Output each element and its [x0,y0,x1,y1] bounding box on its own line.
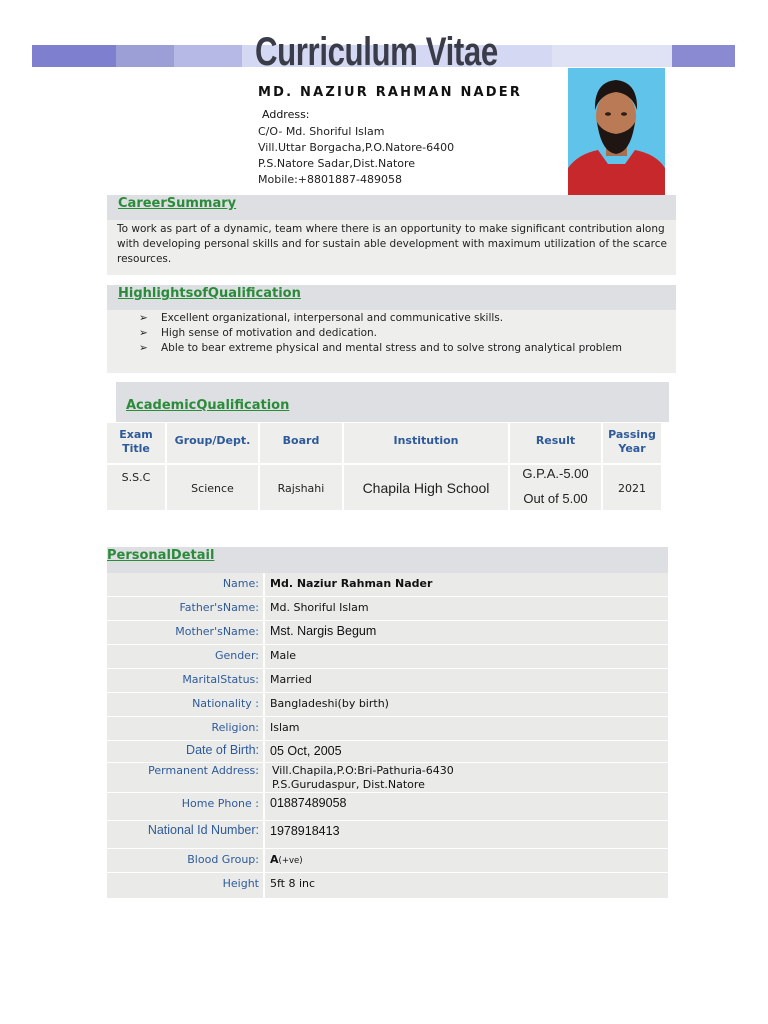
permanent-address-value-line2: P.S.Gurudaspur, Dist.Natore [272,778,425,791]
gender-label: Gender: [214,649,259,662]
national-id-label: National Id Number: [147,823,259,837]
blood-group-label: Blood Group: [187,853,259,866]
highlights-title: HighlightsofQualification [118,286,301,301]
header-band-3 [174,45,242,67]
arrow-bullet-icon: ➢ [139,312,148,324]
highlight-item: ➢ Excellent organizational, interpersonal and communicative skills. [139,312,504,324]
personal-row-home-phone [107,793,668,821]
personal-row-nationality [107,693,668,717]
candidate-name: MD. NAZIUR RAHMAN NADER [258,85,523,100]
height-value: 5ft 8 inc [270,877,316,890]
career-summary-text: To work as part of a dynamic, team where there is an opportunity to make significant contribution along with developing personal skills and for sustain able development with maximum utilization of the scarce resources. [117,223,667,265]
home-phone-value: 01887489058 [270,796,347,810]
arrow-bullet-icon: ➢ [139,327,148,339]
father-name-value: Md. Shoriful Islam [270,601,369,614]
address-line: P.S.Natore Sadar,Dist.Natore [258,157,416,170]
col-header-passing-year: Passing Year [608,428,656,455]
personal-row-father-name [107,597,668,621]
highlight-item: ➢ Able to bear extreme physical and mental stress and to solve strong analytical problem [139,342,623,354]
father-name-label: Father'sName: [179,601,259,614]
name-value: Md. Naziur Rahman Nader [270,577,433,590]
personal-row-mother-name [107,621,668,645]
personal-row-blood-group [107,849,668,873]
cell-board: Rajshahi [277,482,325,495]
marital-status-value: Married [270,673,312,686]
academic-title: AcademicQualification [126,398,290,413]
profile-photo [568,68,665,196]
nationality-label: Nationality : [192,697,259,710]
header-band-1 [32,45,116,67]
arrow-bullet-icon: ➢ [139,342,148,354]
nationality-value: Bangladeshi(by birth) [270,697,389,710]
col-header-result: Result [535,434,576,447]
personal-row-name [107,573,668,597]
personal-row-religion [107,717,668,741]
header-band-6 [672,45,735,67]
col-header-group: Group/Dept. [174,434,251,447]
address-line: Vill.Uttar Borgacha,P.O.Natore-6400 [258,141,455,154]
gender-value: Male [270,649,297,662]
religion-value: Islam [270,721,300,734]
date-of-birth-value: 05 Oct, 2005 [270,744,342,758]
col-header-institution: Institution [393,434,459,447]
religion-label: Religion: [211,721,259,734]
personal-title: PersonalDetail [107,548,215,563]
personal-row-marital-status [107,669,668,693]
address-line: C/O- Md. Shoriful Islam [258,125,385,138]
name-label: Name: [222,577,259,590]
cell-year: 2021 [618,482,646,495]
blood-group-value: A(+ve) [270,853,303,866]
personal-row-national-id [107,821,668,849]
cell-group: Science [191,482,234,495]
cell-exam: S.S.C [121,471,151,484]
address-heading: Address: [262,108,310,121]
permanent-address-label: Permanent Address: [148,764,259,777]
col-header-board: Board [282,434,320,447]
cell-result-gpa: G.P.A.-5.00 [522,466,589,481]
marital-status-label: MaritalStatus: [182,673,259,686]
mother-name-value: Mst. Nargis Begum [270,624,377,638]
cell-result-scale: Out of 5.00 [523,491,588,506]
personal-row-height [107,873,668,899]
national-id-value: 1978918413 [270,824,340,838]
height-label: Height [222,877,259,890]
personal-row-permanent-address [107,763,668,793]
date-of-birth-label: Date of Birth: [186,743,259,757]
highlight-item: ➢ High sense of motivation and dedication. [139,327,378,339]
home-phone-label: Home Phone : [181,797,259,810]
header-band-2 [116,45,174,67]
mother-name-label: Mother'sName: [175,625,259,638]
cell-institution: Chapila High School [362,480,490,496]
permanent-address-value: Vill.Chapila,P.O:Bri-Pathuria-6430 [272,764,454,777]
header-band-5 [552,45,672,67]
cv-title: Curriculum Vitae [255,30,498,74]
mobile-line: Mobile:+8801887-489058 [258,173,402,186]
career-summary-title: CareerSummary [118,196,237,211]
personal-row-gender [107,645,668,669]
col-header-exam-title: Exam Title [119,428,153,455]
personal-row-date-of-birth [107,741,668,763]
